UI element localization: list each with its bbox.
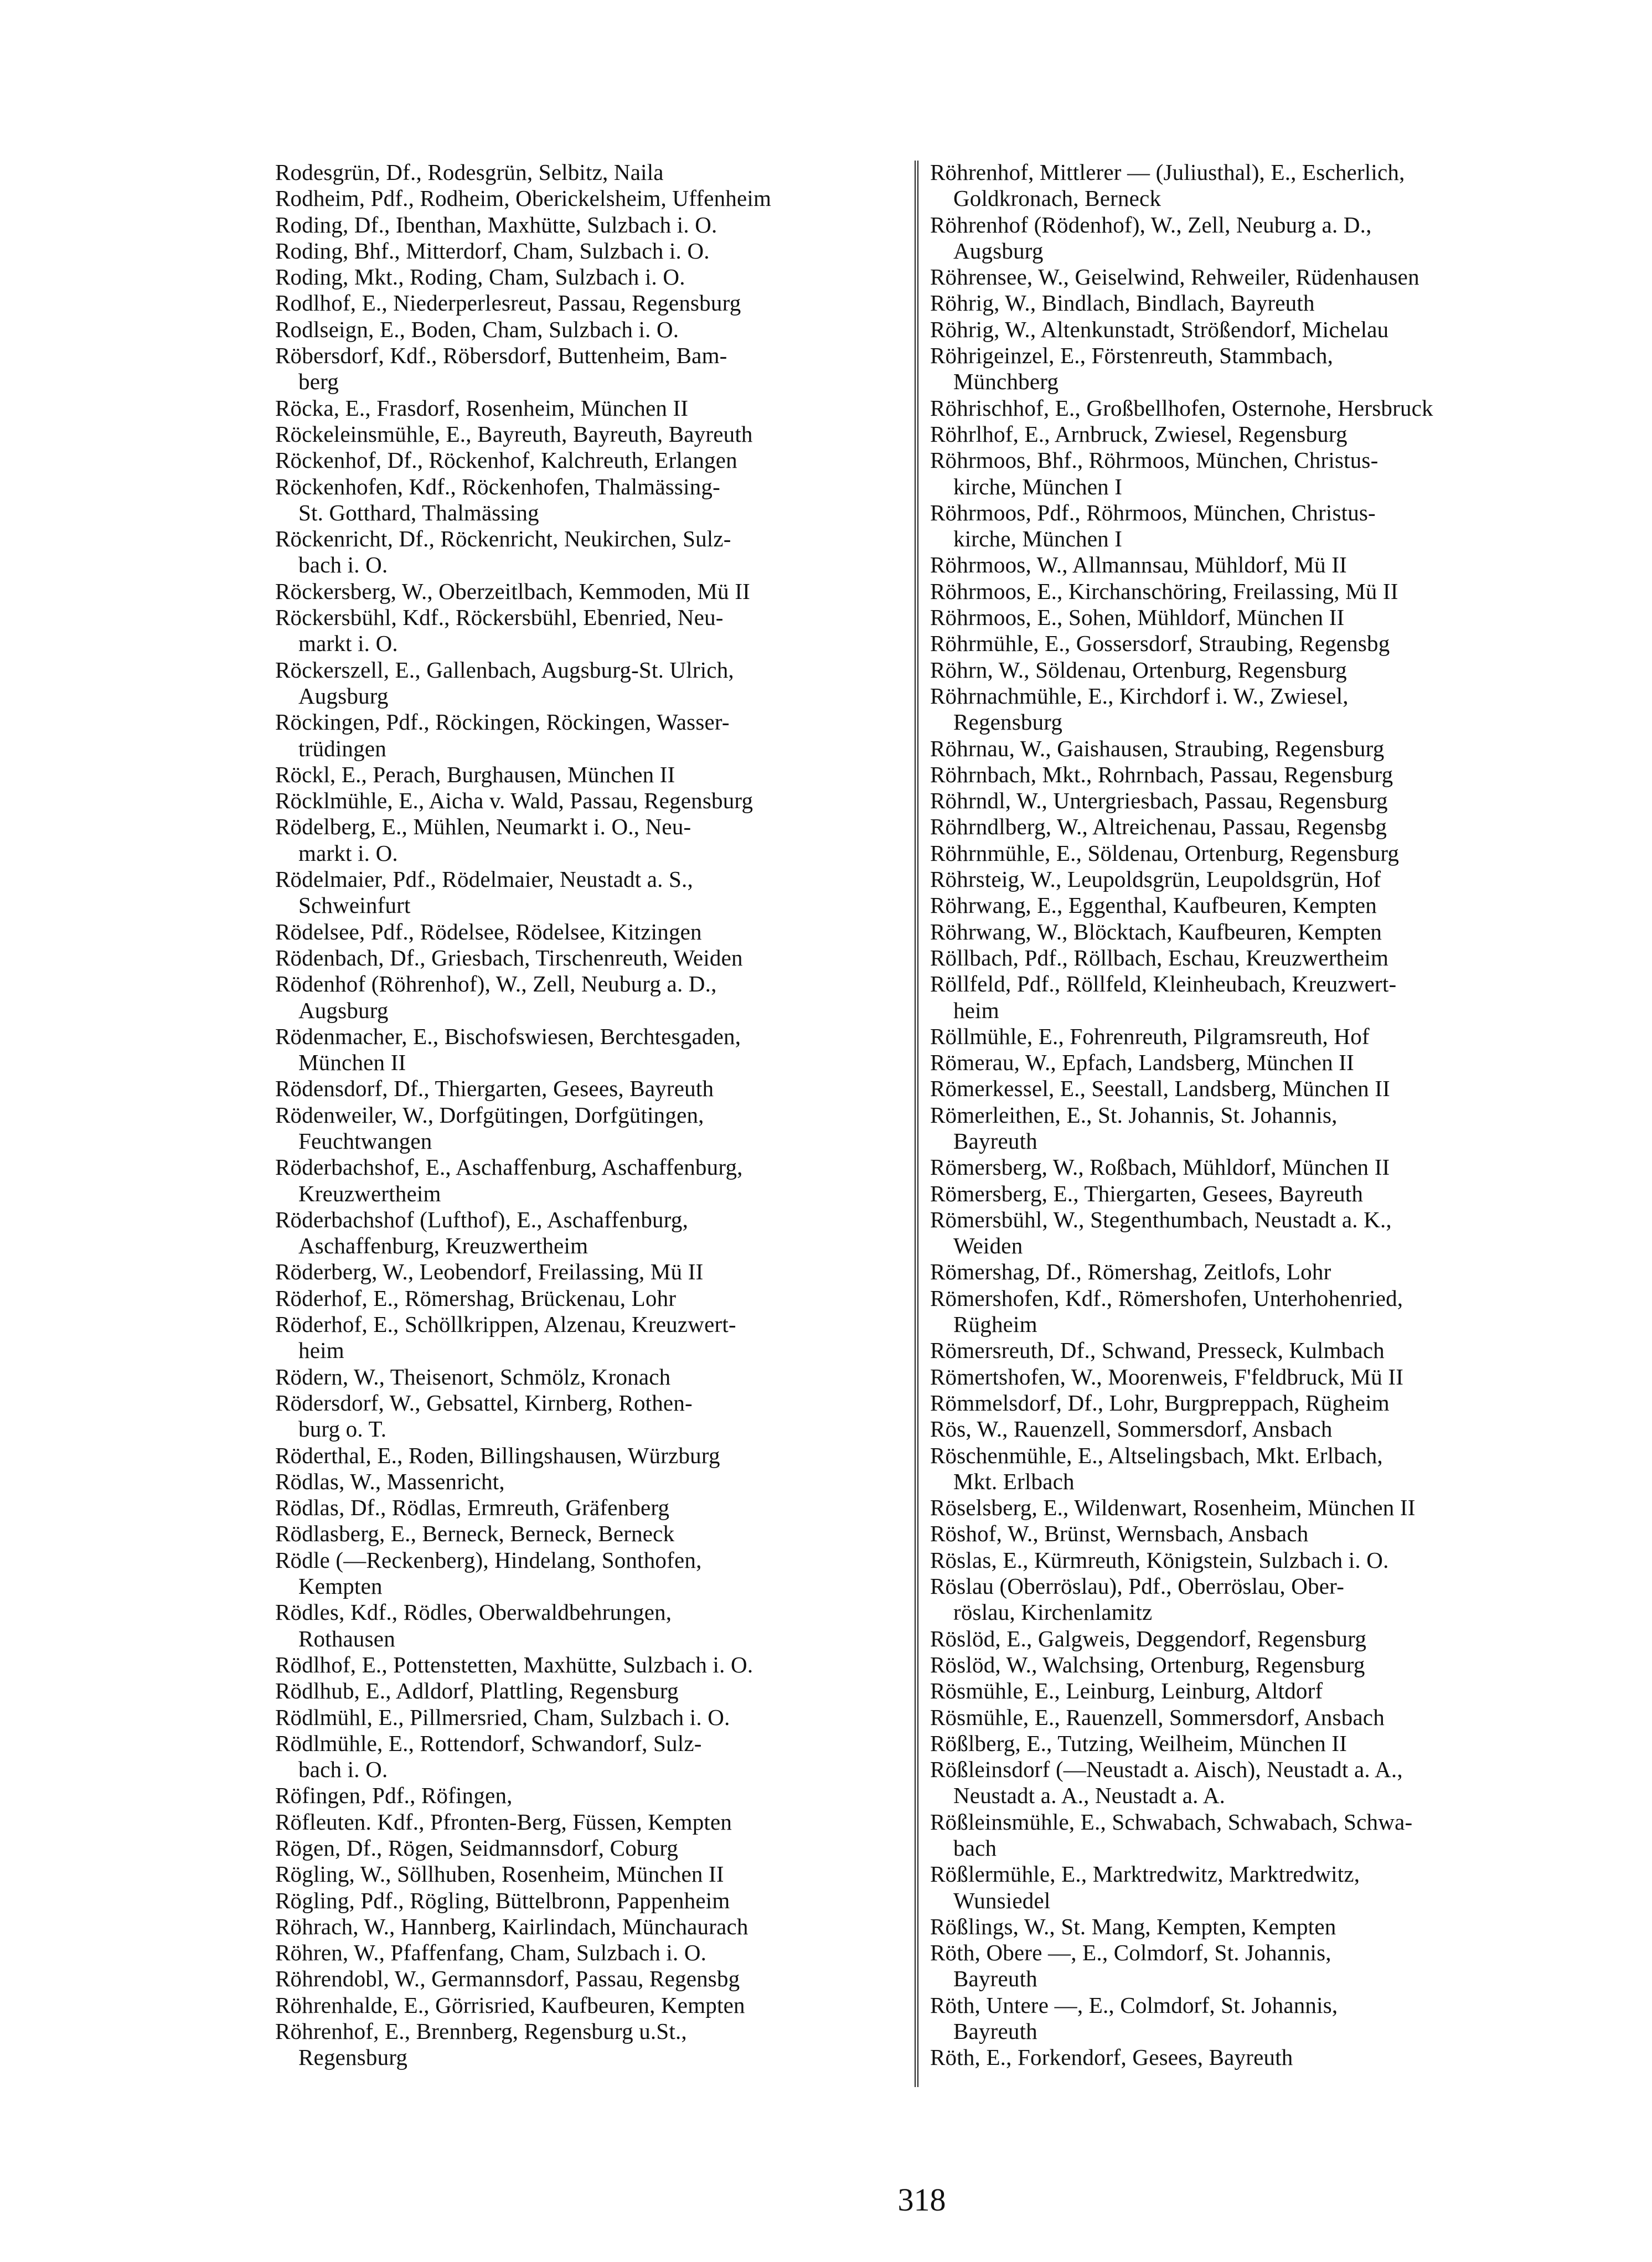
gazetteer-entry-line: Röhrnachmühle, E., Kirchdorf i. W., Zwiesel, <box>930 683 1349 709</box>
gazetteer-entry-line: Röhrischhof, E., Großbellhofen, Osternohe, Hersbruck <box>930 395 1433 421</box>
gazetteer-entry-line: Röckenhofen, Kdf., Röckenhofen, Thalmässing- <box>275 473 720 499</box>
gazetteer-entry-line: Römerau, W., Epfach, Landsberg, München II <box>930 1050 1354 1076</box>
gazetteer-entry-line: Röhrwang, W., Blöcktach, Kaufbeuren, Kempten <box>930 918 1382 944</box>
gazetteer-entry-line: Rödles, Kdf., Rödles, Oberwaldbehrungen, <box>275 1599 672 1625</box>
gazetteer-entry-line: Röschenmühle, E., Altselingsbach, Mkt. Erlbach, <box>930 1442 1383 1468</box>
gazetteer-entry-line: Röhrmoos, Pdf., Röhrmoos, München, Christus- <box>930 499 1376 525</box>
gazetteer-entry-line: Röth, E., Forkendorf, Gesees, Bayreuth <box>930 2044 1293 2070</box>
gazetteer-entry-line: Röhren, W., Pfaffenfang, Cham, Sulzbach i. O. <box>275 1940 707 1966</box>
entry-continuation-line: heim <box>953 997 999 1023</box>
gazetteer-entry-line: Röbersdorf, Kdf., Röbersdorf, Buttenheim, Bam- <box>275 343 727 369</box>
entry-continuation-line: Augsburg <box>953 237 1044 264</box>
gazetteer-entry-line: Röhrigeinzel, E., Förstenreuth, Stammbach, <box>930 343 1334 369</box>
entry-continuation-line: Augsburg <box>298 683 389 709</box>
gazetteer-entry-line: Röllfeld, Pdf., Röllfeld, Kleinheubach, Kreuzwert- <box>930 971 1397 997</box>
gazetteer-entry-line: Röhrmoos, W., Allmannsau, Mühldorf, Mü II <box>930 552 1348 578</box>
gazetteer-entry-line: Röhrndl, W., Untergriesbach, Passau, Regensburg <box>930 788 1388 814</box>
gazetteer-entry-line: Röhrnbach, Mkt., Rohrnbach, Passau, Regensburg <box>930 761 1393 787</box>
gazetteer-entry-line: Römersberg, W., Roßbach, Mühldorf, München II <box>930 1154 1390 1180</box>
entry-continuation-line: markt i. O. <box>298 840 398 866</box>
entry-continuation-line: Weiden <box>953 1233 1023 1259</box>
gazetteer-entry-line: Roding, Df., Ibenthan, Maxhütte, Sulzbach i. O. <box>275 211 717 237</box>
gazetteer-entry-line: Rödlas, W., Massenricht, <box>275 1468 505 1494</box>
entry-continuation-line: St. Gotthard, Thalmässing <box>298 499 539 525</box>
entry-continuation-line: burg o. T. <box>298 1416 387 1442</box>
gazetteer-entry-line: Röhrnmühle, E., Söldenau, Ortenburg, Regensburg <box>930 840 1400 866</box>
gazetteer-entry-line: Röhrenhof, E., Brennberg, Regensburg u.St., <box>275 2018 687 2044</box>
gazetteer-entry-line: Römersbühl, W., Stegenthumbach, Neustadt a. K., <box>930 1206 1392 1232</box>
gazetteer-entry-line: Röhrenhof, Mittlerer — (Juliusthal), E., Escherlich, <box>930 159 1405 185</box>
gazetteer-entry-line: Röckenricht, Df., Röckenricht, Neukirchen, Sulz- <box>275 526 731 552</box>
entry-continuation-line: München II <box>298 1050 406 1076</box>
gazetteer-entry-line: Rödlhub, E., Adldorf, Plattling, Regensburg <box>275 1678 679 1704</box>
gazetteer-entry-line: Röhrmühle, E., Gossersdorf, Straubing, Regensbg <box>930 631 1390 657</box>
entry-continuation-line: Wunsiedel <box>953 1887 1051 1913</box>
gazetteer-entry-line: Röckl, E., Perach, Burghausen, München II <box>275 761 675 787</box>
entry-continuation-line: bach i. O. <box>298 1757 388 1783</box>
gazetteer-entry-line: Röhrendobl, W., Germannsdorf, Passau, Regensbg <box>275 1966 740 1992</box>
entry-continuation-line: kirche, München I <box>953 526 1123 552</box>
gazetteer-entry-line: Rögling, Pdf., Rögling, Büttelbronn, Pappenheim <box>275 1887 730 1913</box>
entry-continuation-line: Regensburg <box>953 709 1063 735</box>
gazetteer-entry-line: Römerleithen, E., St. Johannis, St. Johannis, <box>930 1102 1338 1128</box>
gazetteer-entry-line: Röcklmühle, E., Aicha v. Wald, Passau, Regensburg <box>275 788 753 814</box>
gazetteer-entry-line: Röhrig, W., Bindlach, Bindlach, Bayreuth <box>930 290 1315 316</box>
gazetteer-entry-line: Rößlings, W., St. Mang, Kempten, Kempten <box>930 1913 1336 1939</box>
gazetteer-entry-line: Röhrenhalde, E., Görrisried, Kaufbeuren, Kempten <box>275 1992 745 2018</box>
entry-continuation-line: Regensburg <box>298 2044 408 2070</box>
gazetteer-entry-line: Röth, Untere —, E., Colmdorf, St. Johannis, <box>930 1992 1338 2018</box>
gazetteer-entry-line: Röderberg, W., Leobendorf, Freilassing, Mü II <box>275 1259 704 1285</box>
gazetteer-entry-line: Rödenmacher, E., Bischofswiesen, Berchtesgaden, <box>275 1023 741 1049</box>
entry-continuation-line: Bayreuth <box>953 1966 1037 1992</box>
gazetteer-entry-line: Römersreuth, Df., Schwand, Presseck, Kulmbach <box>930 1337 1385 1364</box>
gazetteer-entry-line: Rödelmaier, Pdf., Rödelmaier, Neustadt a. S., <box>275 866 693 892</box>
gazetteer-entry-line: Röhrnau, W., Gaishausen, Straubing, Regensburg <box>930 735 1385 761</box>
gazetteer-entry-line: Rödelberg, E., Mühlen, Neumarkt i. O., Neu- <box>275 814 691 840</box>
gazetteer-entry-line: Röhrmoos, E., Kirchanschöring, Freilassing, Mü II <box>930 578 1398 604</box>
gazetteer-entry-line: Röhrwang, E., Eggenthal, Kaufbeuren, Kempten <box>930 892 1377 918</box>
gazetteer-entry-line: Rößlermühle, E., Marktredwitz, Marktredwitz, <box>930 1861 1360 1887</box>
gazetteer-entry-line: Rödensdorf, Df., Thiergarten, Gesees, Bayreuth <box>275 1076 714 1102</box>
entry-continuation-line: Goldkronach, Berneck <box>953 185 1161 211</box>
entry-continuation-line: bach i. O. <box>298 552 388 578</box>
entry-continuation-line: berg <box>298 369 339 395</box>
gazetteer-entry-line: Röckersbühl, Kdf., Röckersbühl, Ebenried, Neu- <box>275 605 724 631</box>
entry-continuation-line: Schweinfurt <box>298 892 411 918</box>
gazetteer-entry-line: Rößleinsmühle, E., Schwabach, Schwabach, Schwa- <box>930 1809 1413 1835</box>
gazetteer-entry-line: Rodlseign, E., Boden, Cham, Sulzbach i. O. <box>275 316 679 342</box>
gazetteer-entry-line: Rodlhof, E., Niederperlesreut, Passau, Regensburg <box>275 290 741 316</box>
gazetteer-entry-line: Röslas, E., Kürmreuth, Königstein, Sulzbach i. O. <box>930 1547 1389 1573</box>
gazetteer-entry-line: Roding, Bhf., Mitterdorf, Cham, Sulzbach i. O. <box>275 237 710 264</box>
gazetteer-entry-line: Rödenbach, Df., Griesbach, Tirschenreuth, Weiden <box>275 944 743 970</box>
gazetteer-entry-line: Röderhof, E., Schöllkrippen, Alzenau, Kreuzwert- <box>275 1311 736 1337</box>
entry-continuation-line: bach <box>953 1835 997 1861</box>
gazetteer-entry-line: Rößlberg, E., Tutzing, Weilheim, München II <box>930 1730 1348 1756</box>
gazetteer-entry-line: Röhrlhof, E., Arnbruck, Zwiesel, Regensburg <box>930 421 1348 447</box>
gazetteer-entry-line: Rödlas, Df., Rödlas, Ermreuth, Gräfenberg <box>275 1495 670 1521</box>
gazetteer-entry-line: Röckeleinsmühle, E., Bayreuth, Bayreuth, Bayreuth <box>275 421 753 447</box>
gazetteer-entry-line: Röhrmoos, Bhf., Röhrmoos, München, Christus- <box>930 447 1379 473</box>
gazetteer-entry-line: Rödlmühle, E., Rottendorf, Schwandorf, Sulz- <box>275 1730 702 1756</box>
gazetteer-entry-line: Römersberg, E., Thiergarten, Gesees, Bayreuth <box>930 1180 1364 1206</box>
gazetteer-entry-line: Rößleinsdorf (—Neustadt a. Aisch), Neustadt a. A., <box>930 1757 1403 1783</box>
entry-continuation-line: Feuchtwangen <box>298 1128 432 1154</box>
gazetteer-entry-line: Rödlhof, E., Pottenstetten, Maxhütte, Sulzbach i. O. <box>275 1651 753 1677</box>
entry-continuation-line: Münchberg <box>953 369 1059 395</box>
gazetteer-entry-line: Röhrach, W., Hannberg, Kairlindach, Münchaurach <box>275 1913 748 1939</box>
gazetteer-entry-line: Röderbachshof (Lufthof), E., Aschaffenburg, <box>275 1206 689 1232</box>
entry-continuation-line: kirche, München I <box>953 473 1123 499</box>
gazetteer-entry-line: Rösmühle, E., Leinburg, Leinburg, Altdorf <box>930 1678 1323 1704</box>
left-column <box>275 159 906 2071</box>
gazetteer-entry-line: Rödenweiler, W., Dorfgütingen, Dorfgütingen, <box>275 1102 704 1128</box>
entry-continuation-line: Augsburg <box>298 997 389 1023</box>
entry-continuation-line: Neustadt a. A., Neustadt a. A. <box>953 1783 1226 1809</box>
gazetteer-entry-line: Röderbachshof, E., Aschaffenburg, Aschaffenburg, <box>275 1154 743 1180</box>
gazetteer-entry-line: Röckersberg, W., Oberzeitlbach, Kemmoden, Mü II <box>275 578 751 604</box>
entry-continuation-line: Mkt. Erlbach <box>953 1468 1075 1494</box>
entry-continuation-line: Bayreuth <box>953 1128 1037 1154</box>
gazetteer-entry-line: Röderhof, E., Römershag, Brückenau, Lohr <box>275 1285 677 1311</box>
gazetteer-entry-line: Rögen, Df., Rögen, Seidmannsdorf, Coburg <box>275 1835 679 1861</box>
gazetteer-entry-line: Römershag, Df., Römershag, Zeitlofs, Lohr <box>930 1259 1331 1285</box>
gazetteer-entry-line: Röhrig, W., Altenkunstadt, Strößendorf, Michelau <box>930 316 1389 342</box>
gazetteer-entry-line: Rödle (—Reckenberg), Hindelang, Sonthofen, <box>275 1547 702 1573</box>
entry-continuation-line: Kempten <box>298 1573 383 1599</box>
gazetteer-entry-line: Röslöd, W., Walchsing, Ortenburg, Regensburg <box>930 1651 1365 1677</box>
gazetteer-entry-line: Röcka, E., Frasdorf, Rosenheim, München II <box>275 395 689 421</box>
gazetteer-entry-line: Rösmühle, E., Rauenzell, Sommersdorf, Ansbach <box>930 1704 1385 1730</box>
gazetteer-entry-line: Rödelsee, Pdf., Rödelsee, Rödelsee, Kitzingen <box>275 918 702 944</box>
gazetteer-entry-line: Rödlmühl, E., Pillmersried, Cham, Sulzbach i. O. <box>275 1704 730 1730</box>
gazetteer-entry-line: Rodheim, Pdf., Rodheim, Oberickelsheim, Uffenheim <box>275 185 772 211</box>
entry-continuation-line: Rothausen <box>298 1625 395 1651</box>
gazetteer-entry-line: Röckenhof, Df., Röckenhof, Kalchreuth, Erlangen <box>275 447 737 473</box>
page-number: 318 <box>897 2182 946 2218</box>
gazetteer-entry-line: Röselsberg, E., Wildenwart, Rosenheim, München II <box>930 1495 1416 1521</box>
gazetteer-entry-line: Rögling, W., Söllhuben, Rosenheim, München II <box>275 1861 724 1887</box>
entry-continuation-line: heim <box>298 1337 344 1364</box>
gazetteer-entry-line: Röslau (Oberröslau), Pdf., Oberröslau, Ober- <box>930 1573 1345 1599</box>
entry-continuation-line: trüdingen <box>298 735 386 761</box>
column-divider <box>915 161 918 2087</box>
gazetteer-entry-line: Röfleuten. Kdf., Pfronten-Berg, Füssen, Kempten <box>275 1809 732 1835</box>
gazetteer-entry-line: Rödlasberg, E., Berneck, Berneck, Berneck <box>275 1521 675 1547</box>
gazetteer-entry-line: Rödenhof (Röhrenhof), W., Zell, Neuburg a. D., <box>275 971 717 997</box>
gazetteer-entry-line: Röllmühle, E., Fohrenreuth, Pilgramsreuth, Hof <box>930 1023 1370 1049</box>
gazetteer-entry-line: Röhrndlberg, W., Altreichenau, Passau, Regensbg <box>930 814 1387 840</box>
entry-continuation-line: Aschaffenburg, Kreuzwertheim <box>298 1233 588 1259</box>
gazetteer-entry-line: Rös, W., Rauenzell, Sommersdorf, Ansbach <box>930 1416 1333 1442</box>
gazetteer-entry-line: Röckerszell, E., Gallenbach, Augsburg-St. Ulrich, <box>275 657 734 683</box>
gazetteer-entry-line: Röhrsteig, W., Leupoldsgrün, Leupoldsgrün, Hof <box>930 866 1381 892</box>
right-column <box>930 159 1589 2071</box>
gazetteer-entry-line: Römershofen, Kdf., Römershofen, Unterhohenried, <box>930 1285 1403 1311</box>
gazetteer-entry-line: Röderthal, E., Roden, Billingshausen, Würzburg <box>275 1442 720 1468</box>
gazetteer-entry-line: Rödersdorf, W., Gebsattel, Kirnberg, Rothen- <box>275 1390 693 1416</box>
gazetteer-entry-line: Römmelsdorf, Df., Lohr, Burgpreppach, Rügheim <box>930 1390 1390 1416</box>
gazetteer-entry-line: Röfingen, Pdf., Röfingen, <box>275 1783 513 1809</box>
gazetteer-entry-line: Röckingen, Pdf., Röckingen, Röckingen, Wasser- <box>275 709 730 735</box>
gazetteer-entry-line: Röshof, W., Brünst, Wernsbach, Ansbach <box>930 1521 1309 1547</box>
entry-continuation-line: Rügheim <box>953 1311 1037 1337</box>
entry-continuation-line: Kreuzwertheim <box>298 1180 441 1206</box>
gazetteer-entry-line: Römerkessel, E., Seestall, Landsberg, München II <box>930 1076 1390 1102</box>
gazetteer-entry-line: Röth, Obere —, E., Colmdorf, St. Johannis, <box>930 1940 1331 1966</box>
gazetteer-entry-line: Röhrensee, W., Geiselwind, Rehweiler, Rüdenhausen <box>930 264 1419 290</box>
gazetteer-entry-line: Rodesgrün, Df., Rodesgrün, Selbitz, Naila <box>275 159 664 185</box>
gazetteer-entry-line: Rödern, W., Theisenort, Schmölz, Kronach <box>275 1364 671 1390</box>
gazetteer-entry-line: Röhrenhof (Rödenhof), W., Zell, Neuburg a. D., <box>930 211 1372 237</box>
gazetteer-entry-line: Römertshofen, W., Moorenweis, F'feldbruck, Mü II <box>930 1364 1404 1390</box>
gazetteer-entry-line: Röslöd, E., Galgweis, Deggendorf, Regensburg <box>930 1625 1367 1651</box>
entry-continuation-line: röslau, Kirchenlamitz <box>953 1599 1153 1625</box>
gazetteer-entry-line: Roding, Mkt., Roding, Cham, Sulzbach i. O. <box>275 264 685 290</box>
entry-continuation-line: Bayreuth <box>953 2018 1037 2044</box>
entry-continuation-line: markt i. O. <box>298 631 398 657</box>
gazetteer-entry-line: Röhrmoos, E., Sohen, Mühldorf, München II <box>930 605 1345 631</box>
gazetteer-entry-line: Röhrn, W., Söldenau, Ortenburg, Regensburg <box>930 657 1347 683</box>
gazetteer-entry-line: Röllbach, Pdf., Röllbach, Eschau, Kreuzwertheim <box>930 944 1389 970</box>
